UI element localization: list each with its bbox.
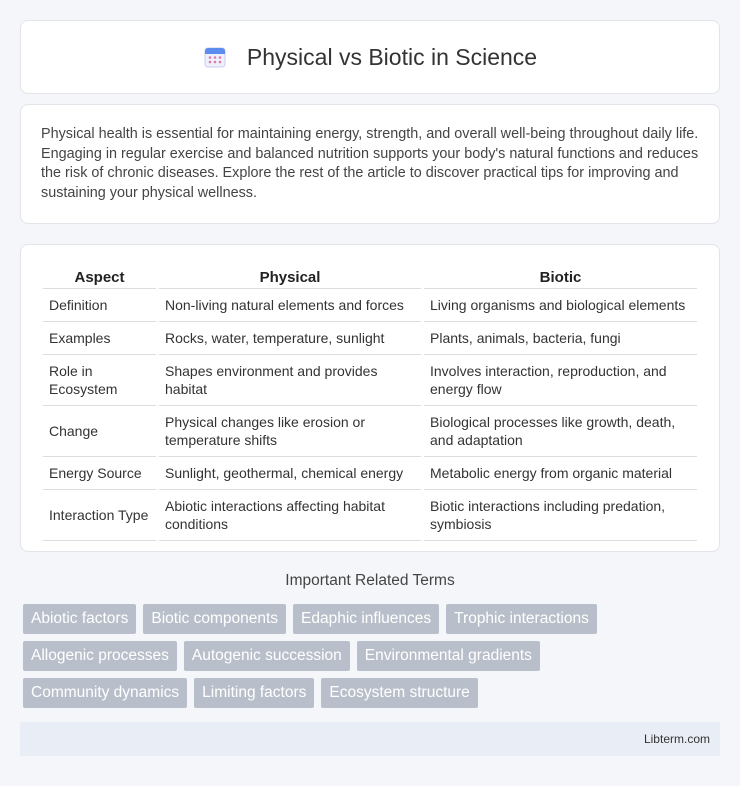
- cell-physical: Physical changes like erosion or temperature shifts: [159, 406, 421, 457]
- header-aspect: Aspect: [43, 265, 156, 289]
- term-tag[interactable]: Abiotic factors: [23, 604, 136, 634]
- calendar-icon: [203, 45, 227, 69]
- term-tag[interactable]: Autogenic succession: [184, 641, 350, 671]
- intro-text: Physical health is essential for maintaining energy, strength, and overall well-being throughout daily life. Engaging in regular exercise and balanced nutrition supports your body's natural functions and reduces the risk of chronic diseases. Explore the rest of the article to discover practical tips for improving and sustaining your physical wellness.: [41, 126, 699, 201]
- cell-aspect: Role in Ecosystem: [43, 355, 156, 406]
- cell-biotic: Metabolic energy from organic material: [424, 457, 697, 490]
- cell-biotic: Living organisms and biological elements: [424, 289, 697, 322]
- related-terms-title: Important Related Terms: [285, 572, 455, 589]
- cell-aspect: Energy Source: [43, 457, 156, 490]
- term-tag[interactable]: Community dynamics: [23, 678, 187, 708]
- table-row: [43, 322, 697, 355]
- cell-aspect: Interaction Type: [43, 490, 156, 541]
- tag-row: [23, 678, 723, 708]
- table-row: [43, 355, 697, 406]
- cell-physical: Shapes environment and provides habitat: [159, 355, 421, 406]
- term-tag[interactable]: Ecosystem structure: [321, 678, 477, 708]
- term-tag[interactable]: Allogenic processes: [23, 641, 177, 671]
- cell-aspect: Change: [43, 406, 156, 457]
- table-header-row: [43, 265, 697, 289]
- cell-biotic: Biotic interactions including predation, symbiosis: [424, 490, 697, 541]
- cell-aspect: Definition: [43, 289, 156, 322]
- cell-physical: Rocks, water, temperature, sunlight: [159, 322, 421, 355]
- table-row: [43, 490, 697, 541]
- table-row: [43, 406, 697, 457]
- comparison-table: [40, 265, 700, 541]
- table-row: [43, 289, 697, 322]
- page-title: Physical vs Biotic in Science: [246, 43, 538, 70]
- term-tag[interactable]: Limiting factors: [194, 678, 314, 708]
- term-tag[interactable]: Biotic components: [143, 604, 286, 634]
- cell-aspect: Examples: [43, 322, 156, 355]
- cell-biotic: Biological processes like growth, death, and adaptation: [424, 406, 697, 457]
- comparison-card: [20, 244, 720, 552]
- cell-physical: Abiotic interactions affecting habitat conditions: [159, 490, 421, 541]
- tag-row: [23, 604, 723, 634]
- table-row: [43, 457, 697, 490]
- header-biotic: Biotic: [424, 265, 697, 289]
- term-tag[interactable]: Trophic interactions: [446, 604, 597, 634]
- intro-card: [20, 104, 720, 224]
- cell-physical: Sunlight, geothermal, chemical energy: [159, 457, 421, 490]
- cell-biotic: Plants, animals, bacteria, fungi: [424, 322, 697, 355]
- term-tag[interactable]: Environmental gradients: [357, 641, 540, 671]
- tag-row: [23, 641, 723, 671]
- term-tag[interactable]: Edaphic influences: [293, 604, 439, 634]
- related-terms-list: [23, 604, 723, 715]
- footer-link[interactable]: Libterm.com: [643, 732, 710, 746]
- cell-physical: Non-living natural elements and forces: [159, 289, 421, 322]
- header-card: [20, 20, 720, 94]
- header-physical: Physical: [159, 265, 421, 289]
- cell-biotic: Involves interaction, reproduction, and energy flow: [424, 355, 697, 406]
- footer: [20, 722, 720, 756]
